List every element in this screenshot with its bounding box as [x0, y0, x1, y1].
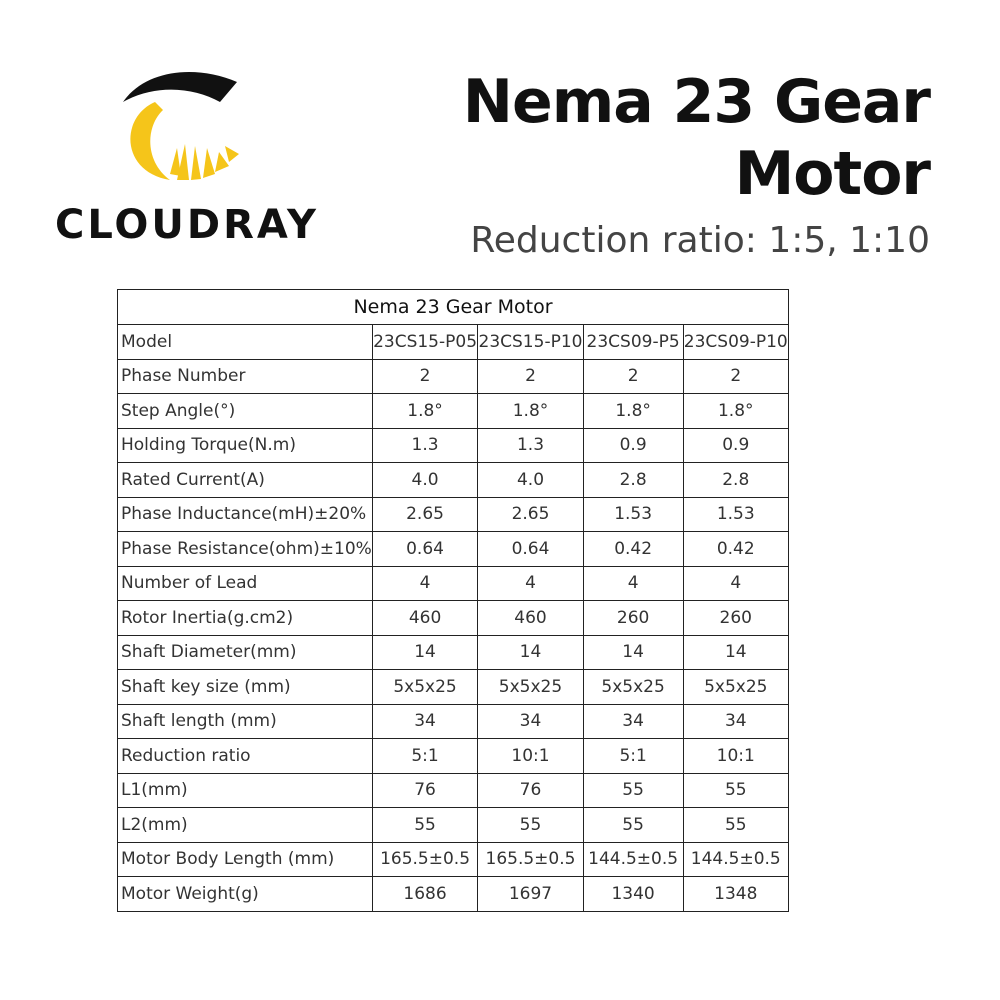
table-cell: 2.65 — [478, 497, 583, 532]
table-cell: 1.3 — [372, 428, 477, 463]
table-row — [118, 359, 789, 394]
table-cell: 0.64 — [372, 532, 477, 567]
table-row — [118, 635, 789, 670]
table-cell: 5x5x25 — [478, 670, 583, 705]
table-cell: 0.9 — [683, 428, 788, 463]
table-cell: 4.0 — [478, 463, 583, 498]
table-row — [118, 497, 789, 532]
table-cell: 5:1 — [583, 739, 683, 774]
title-line-2: Motor — [734, 139, 930, 209]
table-cell: 1.8° — [372, 394, 477, 429]
table-cell: 5x5x25 — [683, 670, 788, 705]
table-row — [118, 877, 789, 912]
table-cell: 0.9 — [583, 428, 683, 463]
table-cell: 460 — [372, 601, 477, 636]
table-cell: 1686 — [372, 877, 477, 912]
table-cell: 260 — [683, 601, 788, 636]
table-cell: 55 — [583, 773, 683, 808]
table-row — [118, 532, 789, 567]
table-caption-row — [118, 290, 789, 325]
table-cell: 4 — [683, 566, 788, 601]
row-label: Holding Torque(N.m) — [118, 428, 373, 463]
table-cell: 5x5x25 — [372, 670, 477, 705]
row-label: Phase Resistance(ohm)±10% — [118, 532, 373, 567]
table-cell: 1340 — [583, 877, 683, 912]
table-cell: 1.8° — [583, 394, 683, 429]
table-cell: 1.3 — [478, 428, 583, 463]
table-cell: 2 — [583, 359, 683, 394]
cloudray-logo — [55, 62, 319, 252]
row-label: L1(mm) — [118, 773, 373, 808]
table-row — [118, 842, 789, 877]
page-title — [463, 66, 930, 210]
table-cell: 460 — [478, 601, 583, 636]
table-cell: 4 — [583, 566, 683, 601]
table-cell: 1.8° — [683, 394, 788, 429]
table-cell: 1.53 — [683, 497, 788, 532]
table-cell: 4 — [478, 566, 583, 601]
table-row — [118, 739, 789, 774]
table-cell: 2 — [683, 359, 788, 394]
row-label: Rotor Inertia(g.cm2) — [118, 601, 373, 636]
row-label: Shaft key size (mm) — [118, 670, 373, 705]
row-label: Step Angle(°) — [118, 394, 373, 429]
row-label: Reduction ratio — [118, 739, 373, 774]
cloudray-logo-mark — [115, 62, 245, 192]
table-cell: 144.5±0.5 — [583, 842, 683, 877]
table-cell: 2.8 — [583, 463, 683, 498]
table-row — [118, 394, 789, 429]
table-cell: 2 — [372, 359, 477, 394]
row-label: Number of Lead — [118, 566, 373, 601]
table-cell: 10:1 — [478, 739, 583, 774]
table-row — [118, 704, 789, 739]
table-cell: 55 — [683, 808, 788, 843]
table-cell: 55 — [372, 808, 477, 843]
table-cell: 34 — [372, 704, 477, 739]
table-cell: 144.5±0.5 — [683, 842, 788, 877]
table-row — [118, 428, 789, 463]
table-cell: 14 — [372, 635, 477, 670]
table-cell: 2.8 — [683, 463, 788, 498]
row-label: L2(mm) — [118, 808, 373, 843]
row-label: Rated Current(A) — [118, 463, 373, 498]
table-cell: 14 — [478, 635, 583, 670]
table-cell: 23CS09-P5 — [583, 325, 683, 360]
table-cell: 0.64 — [478, 532, 583, 567]
table-row — [118, 773, 789, 808]
table-cell: 165.5±0.5 — [372, 842, 477, 877]
table-cell: 55 — [583, 808, 683, 843]
table-cell: 23CS09-P10 — [683, 325, 788, 360]
table-cell: 55 — [683, 773, 788, 808]
table-cell: 4 — [372, 566, 477, 601]
row-label: Model — [118, 325, 373, 360]
table-cell: 2 — [478, 359, 583, 394]
row-label: Phase Inductance(mH)±20% — [118, 497, 373, 532]
table-row — [118, 566, 789, 601]
table-cell: 76 — [372, 773, 477, 808]
table-cell: 1697 — [478, 877, 583, 912]
table-cell: 0.42 — [683, 532, 788, 567]
table-cell: 34 — [683, 704, 788, 739]
table-cell: 1348 — [683, 877, 788, 912]
table-cell: 1.8° — [478, 394, 583, 429]
table-cell: 5x5x25 — [583, 670, 683, 705]
row-label: Shaft Diameter(mm) — [118, 635, 373, 670]
brand-name: CLOUDRAY — [55, 202, 319, 248]
table-row — [118, 601, 789, 636]
page-subtitle: Reduction ratio: 1:5, 1:10 — [470, 220, 930, 261]
row-label: Motor Weight(g) — [118, 877, 373, 912]
row-label: Shaft length (mm) — [118, 704, 373, 739]
table-cell: 55 — [478, 808, 583, 843]
table-cell: 10:1 — [683, 739, 788, 774]
table-cell: 260 — [583, 601, 683, 636]
row-label: Phase Number — [118, 359, 373, 394]
table-cell: 14 — [583, 635, 683, 670]
table-cell: 14 — [683, 635, 788, 670]
spec-table — [117, 289, 789, 912]
table-cell: 23CS15-P10 — [478, 325, 583, 360]
table-row — [118, 325, 789, 360]
table-cell: 4.0 — [372, 463, 477, 498]
table-caption: Nema 23 Gear Motor — [118, 290, 789, 325]
table-row — [118, 463, 789, 498]
table-cell: 0.42 — [583, 532, 683, 567]
table-row — [118, 670, 789, 705]
table-cell: 1.53 — [583, 497, 683, 532]
table-cell: 23CS15-P05 — [372, 325, 477, 360]
table-cell: 2.65 — [372, 497, 477, 532]
table-cell: 165.5±0.5 — [478, 842, 583, 877]
row-label: Motor Body Length (mm) — [118, 842, 373, 877]
table-cell: 34 — [583, 704, 683, 739]
table-row — [118, 808, 789, 843]
table-cell: 34 — [478, 704, 583, 739]
spec-table-body — [118, 325, 789, 912]
table-cell: 76 — [478, 773, 583, 808]
title-line-1: Nema 23 Gear — [462, 67, 930, 137]
table-cell: 5:1 — [372, 739, 477, 774]
